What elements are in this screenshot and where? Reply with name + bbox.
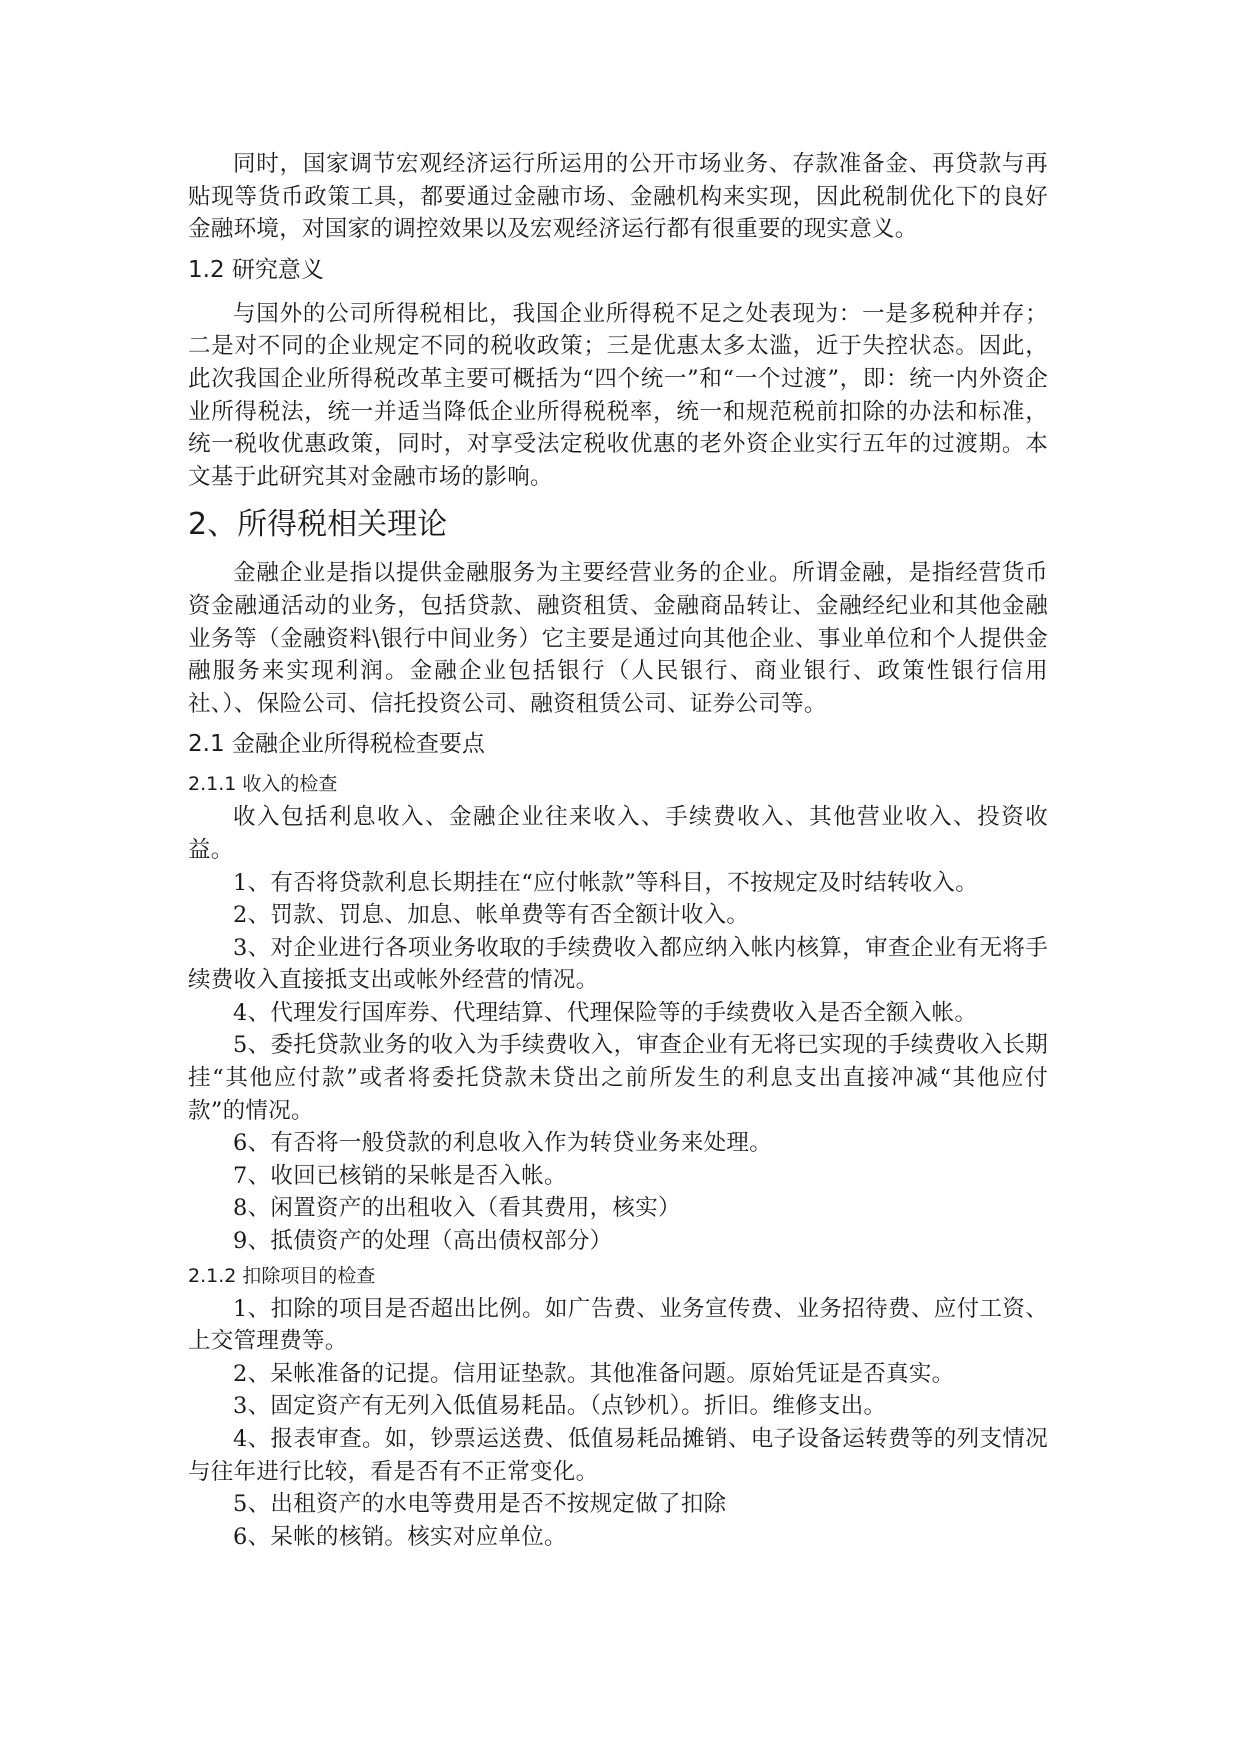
list-item: 1、有否将贷款利息长期挂在“应付帐款”等科目，不按规定及时结转收入。: [233, 869, 979, 896]
section-1-2-heading: 1.2 研究意义: [188, 256, 324, 283]
list-item: 5、出租资产的水电等费用是否不按规定做了扣除: [233, 1491, 727, 1518]
list-item: 3、对企业进行各项业务收取的手续费收入都应纳入帐内核算，审查企业有无将手续费收入直接抵支出或帐外经营的情况。: [188, 934, 1048, 994]
list-item: 5、委托贷款业务的收入为手续费收入，审查企业有无将已实现的手续费收入长期挂“其他应付款”或者将委托贷款未贷出之前所发生的利息支出直接冲减“其他应付款”的情况。: [188, 1032, 1048, 1124]
list-item: 1、扣除的项目是否超出比例。如广告费、业务宣传费、业务招待费、应付工资、上交管理费等。: [188, 1295, 1048, 1355]
section-2-paragraph: 金融企业是指以提供金融服务为主要经营业务的企业。所谓金融，是指经营货币资金融通活动的业务，包括贷款、融资租赁、金融商品转让、金融经纪业和其他金融业务等（金融资料\银行中间业务）它主要是通过向其他企业、事业单位和个人提供金融服务来实现利润。金融企业包括银行（人民银行、商业银行、政策性银行信用社、）、保险公司、信托投资公司、融资租赁公司、证券公司等。: [188, 560, 1048, 717]
list-item: 2、呆帐准备的记提。信用证垫款。其他准备问题。原始凭证是否真实。: [233, 1360, 955, 1387]
document-page: [188, 148, 1048, 1553]
list-item: 4、代理发行国库券、代理结算、代理保险等的手续费收入是否全额入帐。: [233, 999, 978, 1026]
section-2-1-2-heading: 2.1.2 扣除项目的检查: [188, 1264, 376, 1287]
list-item: 9、抵债资产的处理（高出债权部分）: [233, 1228, 613, 1255]
section-2-1-heading: 2.1 金融企业所得税检查要点: [188, 731, 485, 758]
list-item: 8、闲置资产的出租收入（看其费用，核实）: [233, 1195, 681, 1222]
list-item: 3、固定资产有无列入低值易耗品。（点钞机）。折旧。维修支出。: [233, 1393, 887, 1420]
list-item: 2、罚款、罚息、加息、帐单费等有否全额计收入。: [233, 902, 750, 929]
list-item: 4、报表审查。如，钞票运送费、低值易耗品摊销、电子设备运转费等的列支情况与往年进行比较，看是否有不正常变化。: [188, 1426, 1048, 1485]
section-2-1-1-heading: 2.1.1 收入的检查: [188, 773, 338, 796]
section-2-heading: 2、所得税相关理论: [188, 507, 448, 543]
section-1-2-paragraph: 与国外的公司所得税相比，我国企业所得税不足之处表现为：一是多税种并存；二是对不同的企业规定不同的税收政策；三是优惠太多太滥，近于失控状态。因此，此次我国企业所得税改革主要可概括为“四个统一”和“一个过渡”，即：统一内外资企业所得税法，统一并适当降低企业所得税税率，统一和规范税前扣除的办法和标准，统一税收优惠政策，同时，对享受法定税收优惠的老外资企业实行五年的过渡期。本文基于此研究其对金融市场的影响。: [188, 300, 1048, 490]
income-check-list: [188, 867, 1048, 1258]
intro-paragraph: 同时，国家调节宏观经济运行所运用的公开市场业务、存款准备金、再贷款与再贴现等货币政策工具，都要通过金融市场、金融机构来实现，因此税制优化下的良好金融环境，对国家的调控效果以及宏观经济运行都有很重要的现实意义。: [188, 151, 1048, 243]
list-item: 7、收回已核销的呆帐是否入帐。: [233, 1162, 567, 1189]
list-item: 6、呆帐的核销。核实对应单位。: [233, 1523, 567, 1550]
deduction-check-list: [188, 1293, 1048, 1554]
list-item: 6、有否将一般贷款的利息收入作为转贷业务来处理。: [233, 1130, 773, 1157]
section-2-1-1-intro: 收入包括利息收入、金融企业往来收入、手续费收入、其他营业收入、投资收益。: [188, 804, 1048, 863]
